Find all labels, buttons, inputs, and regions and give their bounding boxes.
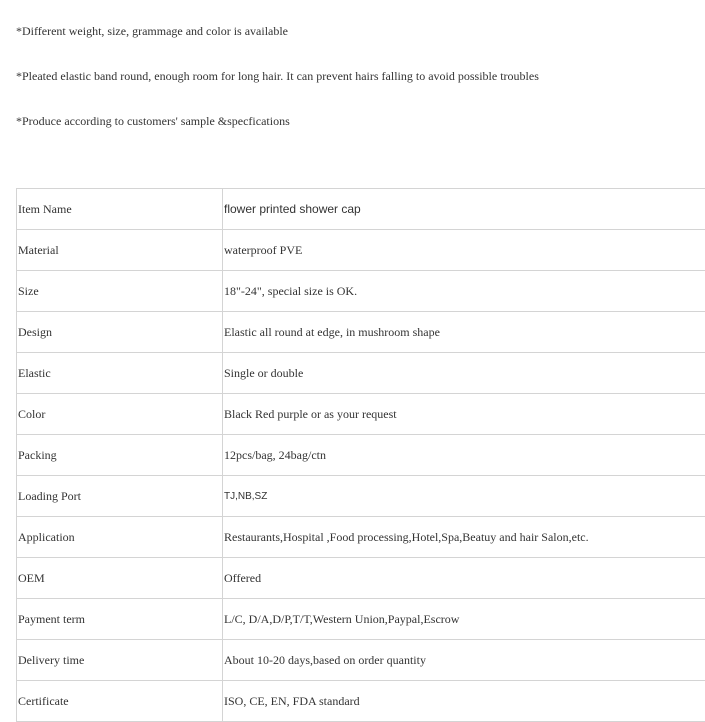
spec-label-certificate: Certificate — [17, 681, 223, 722]
spec-label-item-name: Item Name — [17, 189, 223, 230]
spec-label-material: Material — [17, 230, 223, 271]
spec-value-payment-term: L/C, D/A,D/P,T/T,Western Union,Paypal,Escrow — [223, 599, 705, 640]
spec-label-elastic: Elastic — [17, 353, 223, 394]
spec-label-delivery-time: Delivery time — [17, 640, 223, 681]
spec-value-size: 18"-24", special size is OK. — [223, 271, 705, 312]
spec-value-design: Elastic all round at edge, in mushroom shape — [223, 312, 705, 353]
table-row — [17, 558, 705, 599]
spec-value-oem: Offered — [223, 558, 705, 599]
table-row — [17, 599, 705, 640]
table-row — [17, 435, 705, 476]
spec-value-packing: 12pcs/bag, 24bag/ctn — [223, 435, 705, 476]
spec-label-packing: Packing — [17, 435, 223, 476]
spec-label-color: Color — [17, 394, 223, 435]
spec-value-elastic: Single or double — [223, 353, 705, 394]
table-row — [17, 312, 705, 353]
spec-label-size: Size — [17, 271, 223, 312]
note-customization: *Produce according to customers' sample &specfications — [16, 114, 290, 128]
spec-label-application: Application — [17, 517, 223, 558]
spec-value-loading-port: TJ,NB,SZ — [223, 476, 705, 517]
spec-value-application: Restaurants,Hospital ,Food processing,Hotel,Spa,Beatuy and hair Salon,etc. — [223, 517, 705, 558]
spec-label-oem: OEM — [17, 558, 223, 599]
spec-label-loading-port: Loading Port — [17, 476, 223, 517]
spec-value-material: waterproof PVE — [223, 230, 705, 271]
spec-value-item-name: flower printed shower cap — [223, 189, 705, 230]
spec-value-color: Black Red purple or as your request — [223, 394, 705, 435]
table-row — [17, 271, 705, 312]
spec-label-payment-term: Payment term — [17, 599, 223, 640]
note-weight-size: *Different weight, size, grammage and color is available — [16, 24, 288, 38]
spec-value-delivery-time: About 10-20 days,based on order quantity — [223, 640, 705, 681]
table-row — [17, 353, 705, 394]
table-row — [17, 640, 705, 681]
spec-label-design: Design — [17, 312, 223, 353]
table-row — [17, 230, 705, 271]
table-row — [17, 189, 705, 230]
table-row — [17, 517, 705, 558]
table-row — [17, 476, 705, 517]
table-row — [17, 394, 705, 435]
table-row — [17, 681, 705, 722]
note-elastic-band: *Pleated elastic band round, enough room for long hair. It can prevent hairs falling to avoid possible troubles — [16, 69, 539, 83]
product-spec-table — [16, 188, 705, 722]
spec-value-certificate: ISO, CE, EN, FDA standard — [223, 681, 705, 722]
